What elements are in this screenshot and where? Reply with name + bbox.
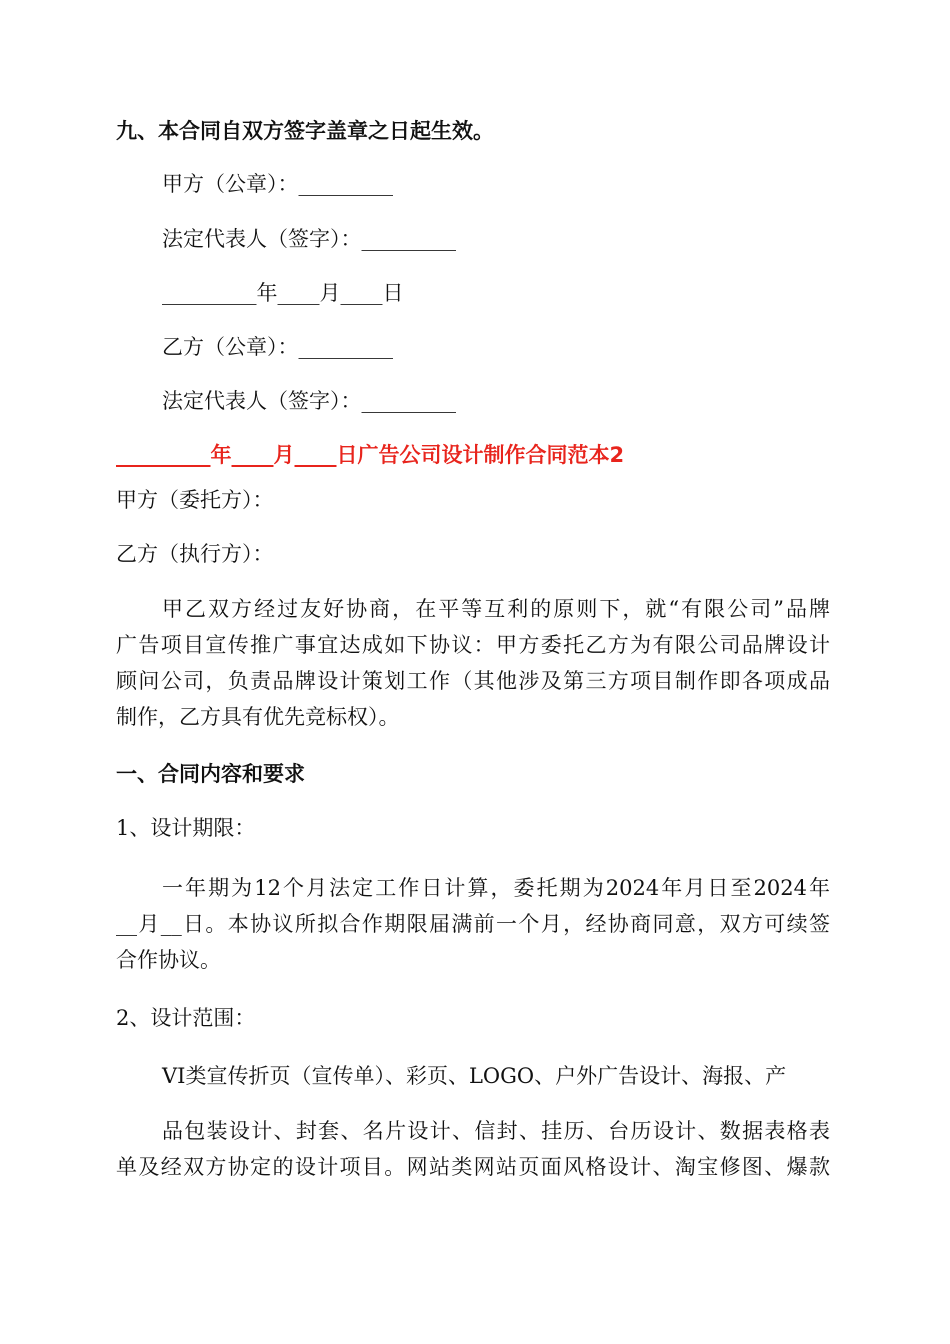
intro-line: 制作，乙方具有优先竞标权）。 <box>116 705 400 729</box>
item-1-title: 1、设计期限： <box>116 816 256 840</box>
client-party: 甲方（委托方）： <box>116 488 274 512</box>
item-2-line: VI类宣传折页（宣传单）、彩页、LOGO、户外广告设计、海报、产 <box>162 1064 787 1088</box>
intro-line: 甲乙双方经过友好协商，在平等互利的原则下，就“有限公司”品牌 <box>162 597 830 621</box>
party-b-seal-line: 乙方（公章）：_________ <box>162 335 393 359</box>
party-a-seal-line: 甲方（公章）：_________ <box>162 172 393 196</box>
clause-9: 九、本合同自双方签字盖章之日起生效。 <box>116 119 494 143</box>
contract-title: _________年____月____日广告公司设计制作合同范本2 <box>116 443 625 467</box>
item-2-text-line: 单及经双方协定的设计项目。网站类网站页面风格设计、淘宝修图、爆款 <box>116 1155 830 1179</box>
item-2-text-line: 品包装设计、封套、名片设计、信封、挂历、台历设计、数据表格表 <box>162 1119 830 1143</box>
item-1-text-line: __月__日。本协议所拟合作期限届满前一个月，经协商同意，双方可续签 <box>116 912 830 936</box>
item-1-text-line: 一年期为12个月法定工作日计算，委托期为2024年月日至2024年 <box>162 876 830 900</box>
section-heading: 一、合同内容和要求 <box>116 762 305 786</box>
executor-party: 乙方（执行方）： <box>116 542 274 566</box>
intro-line: 广告项目宣传推广事宜达成如下协议：甲方委托乙方为有限公司品牌设计 <box>116 633 830 657</box>
item-2-title: 2、设计范围： <box>116 1006 256 1030</box>
intro-line: 顾问公司，负责品牌设计策划工作（其他涉及第三方项目制作即各项成品 <box>116 669 830 693</box>
legal-rep-signature-line: 法定代表人（签字）：_________ <box>162 227 456 251</box>
item-1-text-line: 合作协议。 <box>116 948 221 972</box>
legal-rep-signature-line-b: 法定代表人（签字）：_________ <box>162 389 456 413</box>
date-line: _________年____月____日 <box>162 281 404 305</box>
